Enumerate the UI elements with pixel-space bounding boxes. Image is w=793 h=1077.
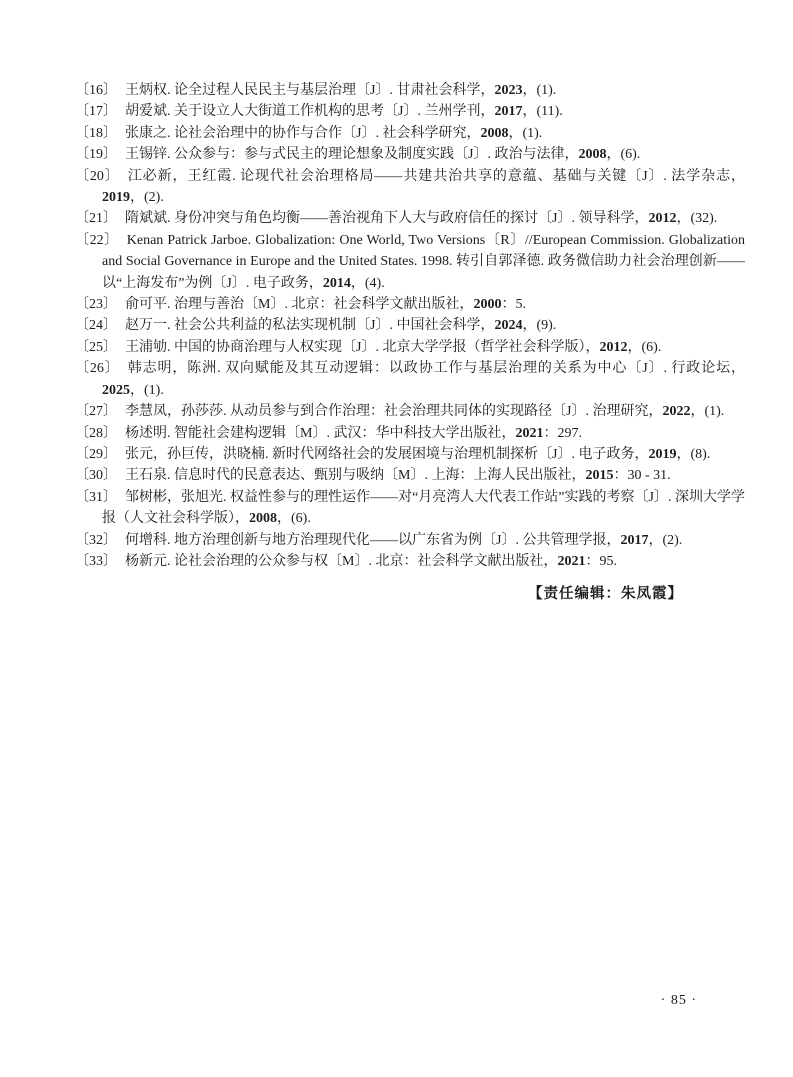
reference-number: 〔22〕 xyxy=(75,232,119,248)
reference-number: 〔24〕 xyxy=(75,318,117,334)
reference-number: 〔21〕 xyxy=(75,211,117,227)
reference-year: 2023 xyxy=(494,83,523,98)
reference-item xyxy=(75,551,745,572)
reference-year: 2021 xyxy=(515,425,544,441)
editor-credit: 【责任编辑：朱凤霞】 xyxy=(528,586,683,602)
reference-number: 〔31〕 xyxy=(75,489,118,505)
reference-number: 〔30〕 xyxy=(75,468,117,484)
reference-text: 胡爱斌. 关于设立人大街道工作机构的思考〔J〕. 兰州学刊， xyxy=(125,104,495,120)
reference-text: ，(9). xyxy=(522,318,557,334)
reference-year: 2008 xyxy=(480,125,509,141)
reference-number: 〔32〕 xyxy=(75,532,117,548)
reference-year: 2012 xyxy=(599,339,628,355)
reference-text: ，(4). xyxy=(350,275,385,291)
reference-year: 2021 xyxy=(557,553,586,569)
reference-item xyxy=(75,230,745,294)
reference-year: 2017 xyxy=(494,104,523,120)
reference-item xyxy=(75,465,745,486)
reference-number: 〔33〕 xyxy=(75,553,117,569)
reference-year: 2019 xyxy=(102,190,130,206)
reference-item xyxy=(75,315,745,336)
reference-text: ，(2). xyxy=(130,190,164,206)
reference-year: 2015 xyxy=(585,468,614,484)
reference-number: 〔19〕 xyxy=(75,147,117,163)
references-list xyxy=(75,80,745,572)
reference-item xyxy=(75,530,745,551)
page-number: · 85 · xyxy=(660,993,697,1008)
reference-item xyxy=(75,423,745,444)
reference-text: ，(6). xyxy=(627,339,662,355)
reference-number: 〔18〕 xyxy=(75,125,117,141)
reference-item xyxy=(75,487,745,530)
reference-text: 王浦劬. 中国的协商治理与人权实现〔J〕. 北京大学学报（哲学社会科学版）， xyxy=(125,339,600,355)
reference-text: 王锡锌. 公众参与：参与式民主的理论想象及制度实践〔J〕. 政治与法律， xyxy=(125,147,579,163)
reference-text: ：95. xyxy=(585,553,617,569)
reference-year: 2008 xyxy=(249,511,277,527)
reference-item xyxy=(75,144,745,165)
reference-text: ，(2). xyxy=(648,532,683,548)
reference-text: 隋斌斌. 身份冲突与角色均衡——善治视角下人大与政府信任的探讨〔J〕. 领导科学， xyxy=(125,211,649,227)
reference-text: 何增科. 地方治理创新与地方治理现代化——以广东省为例〔J〕. 公共管理学报， xyxy=(125,532,621,548)
reference-year: 2017 xyxy=(620,532,649,548)
reference-text: 杨述明. 智能社会建构逻辑〔M〕. 武汉：华中科技大学出版社， xyxy=(125,425,516,441)
reference-text: ，(1). xyxy=(690,404,725,420)
reference-year: 2000 xyxy=(473,297,502,313)
reference-text: 王石泉. 信息时代的民意表达、甄别与吸纳〔M〕. 上海：上海人民出版社， xyxy=(125,468,586,484)
reference-year: 2024 xyxy=(494,318,523,334)
reference-item xyxy=(75,123,745,144)
reference-text: 俞可平. 治理与善治〔M〕. 北京：社会科学文献出版社， xyxy=(125,297,474,313)
reference-item xyxy=(75,358,745,401)
reference-text: 赵万一. 社会公共利益的私法实现机制〔J〕. 中国社会科学， xyxy=(125,318,495,334)
reference-text: ，(32). xyxy=(676,211,718,227)
reference-number: 〔28〕 xyxy=(75,425,117,441)
reference-text: ：30 - 31. xyxy=(613,468,671,484)
reference-item xyxy=(75,294,745,315)
reference-text: ，(1). xyxy=(522,83,557,98)
reference-item xyxy=(75,401,745,422)
reference-text: ，(8). xyxy=(676,446,711,462)
reference-number: 〔20〕 xyxy=(75,168,120,184)
reference-text: 江必新，王红霞. 论现代社会治理格局——共建共治共享的意蕴、基础与关键〔J〕. 法学杂志， xyxy=(127,168,745,184)
reference-text: ：297. xyxy=(543,425,582,441)
reference-item xyxy=(75,166,745,209)
reference-number: 〔29〕 xyxy=(75,446,117,462)
reference-text: ，(6). xyxy=(277,511,311,527)
reference-number: 〔23〕 xyxy=(75,297,117,313)
reference-year: 2008 xyxy=(578,147,607,163)
reference-text: 韩志明，陈洲. 双向赋能及其互动逻辑：以政协工作与基层治理的关系为中心〔J〕. 行政论坛， xyxy=(127,361,745,377)
reference-text: ，(1). xyxy=(508,125,543,141)
reference-number: 〔26〕 xyxy=(75,361,120,377)
reference-year: 2025 xyxy=(102,382,130,398)
reference-item xyxy=(75,80,745,101)
reference-text: ，(6). xyxy=(606,147,641,163)
reference-text: 张康之. 论社会治理中的协作与合作〔J〕. 社会科学研究， xyxy=(125,125,481,141)
reference-number: 〔17〕 xyxy=(75,104,117,120)
reference-text: Kenan Patrick Jarboe. Globalization: One World, Two Versions〔R〕//European Commission. Globalization and Social Governance in Europe and the United States. 1998. 转引自郭泽德. 政务微信助力社会治理创新——以“上海发布”为例〔J〕. 电子政务， xyxy=(102,232,745,291)
reference-text: ：5. xyxy=(501,297,526,313)
reference-number: 〔27〕 xyxy=(75,404,117,420)
reference-number: 〔16〕 xyxy=(75,83,117,98)
reference-item xyxy=(75,208,745,229)
reference-number: 〔25〕 xyxy=(75,339,117,355)
reference-year: 2022 xyxy=(662,404,691,420)
reference-item xyxy=(75,101,745,122)
reference-year: 2012 xyxy=(648,211,677,227)
reference-text: 张元，孙巨传，洪晓楠. 新时代网络社会的发展困境与治理机制探析〔J〕. 电子政务， xyxy=(125,446,649,462)
reference-text: 邹树彬，张旭光. 权益性参与的理性运作——对“月亮湾人大代表工作站”实践的考察〔J〕. 深圳大学学报（人文社会科学版）， xyxy=(102,489,746,527)
reference-text: ，(1). xyxy=(130,382,164,398)
reference-text: 王炳权. 论全过程人民民主与基层治理〔J〕. 甘肃社会科学， xyxy=(125,83,495,98)
reference-text: ，(11). xyxy=(522,104,563,120)
reference-year: 2014 xyxy=(322,275,351,291)
reference-text: 杨新元. 论社会治理的公众参与权〔M〕. 北京：社会科学文献出版社， xyxy=(125,553,558,569)
reference-item xyxy=(75,444,745,465)
reference-item xyxy=(75,337,745,358)
reference-text: 李慧凤，孙莎莎. 从动员参与到合作治理：社会治理共同体的实现路径〔J〕. 治理研究， xyxy=(125,404,663,420)
reference-year: 2019 xyxy=(648,446,677,462)
